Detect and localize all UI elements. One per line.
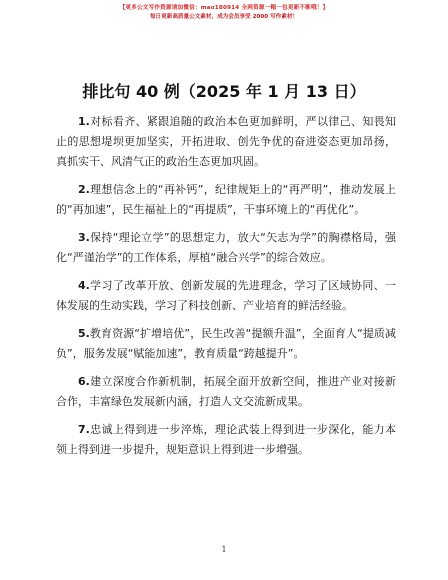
promo-banner-line2: 每日更新高质量公文素材，成为会员享受 2000 写作素材！ bbox=[149, 14, 299, 20]
paragraph-number: 3. bbox=[78, 231, 90, 244]
paragraph-text: 忠诚上得到进一步淬炼，理论武装上得到进一步深化，能力本领上得到进一步提升，规矩意识上得到进一步增强。 bbox=[56, 423, 396, 456]
paragraph-7 bbox=[56, 420, 396, 460]
paragraph-number: 5. bbox=[78, 327, 90, 340]
paragraph-2 bbox=[56, 180, 396, 220]
paragraph-number: 7. bbox=[78, 423, 90, 436]
promo-banner-line1: 【更多公文写作资源请加微信：mao180914 全网资源一帽一包更新不断哦！】 bbox=[119, 5, 329, 11]
paragraph-4 bbox=[56, 276, 396, 316]
paragraph-text: 保持“理论立学”的思想定力，放大“矢志为学”的胸襟格局，强化“严谨治学”的工作体系，厚植“融合兴学”的综合效应。 bbox=[56, 231, 396, 264]
paragraph-5 bbox=[56, 324, 396, 364]
document-title: 排比句 40 例（2025 年 1 月 13 日） bbox=[82, 82, 366, 101]
paragraph-text: 教育资源“扩增培优”，民生改善“提额升温”，全面育人“提质减负”，服务发展“赋能加速”，教育质量“跨越提升”。 bbox=[56, 327, 396, 360]
promo-banner bbox=[0, 4, 448, 22]
paragraph-number: 2. bbox=[78, 183, 90, 196]
paragraph-3 bbox=[56, 228, 396, 268]
paragraph-6 bbox=[56, 372, 396, 412]
paragraph-number: 4. bbox=[78, 279, 90, 292]
paragraph-number: 1. bbox=[78, 115, 90, 128]
paragraph-text: 学习了改革开放、创新发展的先进理念，学习了区域协同、一体发展的生动实践，学习了科技创新、产业培育的鲜活经验。 bbox=[56, 279, 396, 312]
paragraph-text: 对标看齐、紧跟追随的政治本色更加鲜明，严以律己、知畏知止的思想堤坝更加坚实，开拓进取、创先争优的奋进姿态更加昂扬，真抓实干、风清气正的政治生态更加巩固。 bbox=[56, 115, 396, 168]
paragraph-number: 6. bbox=[78, 375, 90, 388]
paragraph-1 bbox=[56, 112, 396, 172]
paragraph-text: 建立深度合作新机制，拓展全面开放新空间，推进产业对接新合作，丰富绿色发展新内涵，打造人文交流新成果。 bbox=[56, 375, 396, 408]
document-body bbox=[56, 112, 396, 468]
paragraph-text: 理想信念上的“再补钙”，纪律规矩上的“再严明”，推动发展上的“再加速”，民生福祉上的“再提质”，干事环境上的“再优化”。 bbox=[56, 183, 396, 216]
page-number: 1 bbox=[221, 545, 227, 554]
